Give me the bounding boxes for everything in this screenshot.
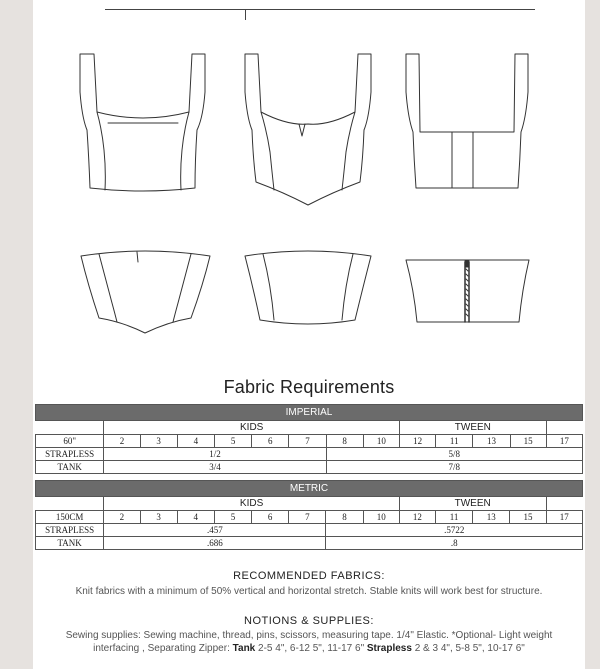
group-spacer bbox=[546, 421, 582, 435]
size-cell: 2 bbox=[104, 511, 140, 524]
tween-group-label: TWEEN bbox=[399, 497, 546, 511]
row-label: TANK bbox=[36, 537, 104, 550]
kids-group-label: KIDS bbox=[104, 421, 400, 435]
tank-front-sketch bbox=[80, 54, 205, 191]
size-cell: 17 bbox=[546, 511, 582, 524]
notions-title: NOTIONS & SUPPLIES: bbox=[244, 615, 374, 627]
size-cell: 15 bbox=[510, 511, 546, 524]
strapless-front-sketch bbox=[81, 251, 210, 333]
garment-sketches bbox=[33, 0, 585, 345]
table-row bbox=[36, 448, 583, 461]
tween-amount: 7/8 bbox=[326, 461, 582, 474]
fabric-requirements-title: Fabric Requirements bbox=[223, 377, 395, 397]
tween-amount: .8 bbox=[326, 537, 583, 550]
table-row bbox=[36, 524, 583, 537]
notions-text bbox=[47, 629, 571, 655]
notions-line-1: Sewing supplies: Sewing machine, thread, pins, scissors, measuring tape. 1/4" Elastic. *Optional- Light weight bbox=[65, 630, 553, 641]
row-label: STRAPLESS bbox=[36, 524, 104, 537]
tank-zipper-sizes: 2-5 4", 6-12 5", 11-17 6" bbox=[255, 643, 367, 654]
recommended-fabrics-title: RECOMMENDED FABRICS: bbox=[233, 570, 385, 582]
tank-label: Tank bbox=[232, 643, 256, 654]
size-cell: 7 bbox=[289, 435, 326, 448]
row-label: TANK bbox=[36, 461, 104, 474]
metric-size-row bbox=[36, 511, 583, 524]
size-cell: 8 bbox=[326, 511, 363, 524]
tank-back-sketch bbox=[406, 54, 528, 188]
kids-amount: 3/4 bbox=[104, 461, 326, 474]
table-row bbox=[36, 537, 583, 550]
size-cell: 10 bbox=[363, 511, 399, 524]
metric-table bbox=[35, 480, 583, 550]
kids-amount: .457 bbox=[104, 524, 326, 537]
notions-zipper-intro: interfacing , Separating Zipper: bbox=[93, 643, 233, 654]
size-cell: 12 bbox=[399, 511, 435, 524]
strapless-back-sketch bbox=[406, 260, 529, 322]
recommended-fabrics-text: Knit fabrics with a minimum of 50% vertical and horizontal stretch. Stable knits will work best for structure. bbox=[75, 586, 543, 597]
kids-amount: 1/2 bbox=[104, 448, 326, 461]
size-cell: 8 bbox=[326, 435, 363, 448]
notions-line-2 bbox=[47, 642, 571, 655]
size-cell: 10 bbox=[363, 435, 399, 448]
metric-header: METRIC bbox=[36, 481, 583, 497]
tween-amount: .5722 bbox=[326, 524, 583, 537]
size-cell: 17 bbox=[546, 435, 582, 448]
size-cell: 6 bbox=[252, 435, 289, 448]
tween-group-label: TWEEN bbox=[399, 421, 546, 435]
strapless-label: Strapless bbox=[366, 643, 412, 654]
width-label: 60" bbox=[36, 435, 104, 448]
size-cell: 5 bbox=[214, 435, 251, 448]
table-row bbox=[36, 461, 583, 474]
tween-amount: 5/8 bbox=[326, 448, 582, 461]
size-cell: 11 bbox=[435, 511, 472, 524]
kids-group-label: KIDS bbox=[104, 497, 399, 511]
size-cell: 15 bbox=[510, 435, 546, 448]
size-cell: 3 bbox=[140, 511, 177, 524]
size-cell: 2 bbox=[104, 435, 140, 448]
size-cell: 6 bbox=[252, 511, 289, 524]
imperial-header: IMPERIAL bbox=[36, 405, 583, 421]
imperial-table bbox=[35, 404, 583, 474]
size-cell: 3 bbox=[140, 435, 177, 448]
tank-sweetheart-sketch bbox=[245, 54, 371, 205]
size-cell: 4 bbox=[177, 435, 214, 448]
row-label: STRAPLESS bbox=[36, 448, 104, 461]
size-cell: 12 bbox=[399, 435, 435, 448]
group-spacer bbox=[546, 497, 582, 511]
strapless-zipper-sizes: 2 & 3 4", 5-8 5", 10-17 6" bbox=[411, 643, 525, 654]
size-cell: 5 bbox=[214, 511, 251, 524]
width-label: 150CM bbox=[36, 511, 104, 524]
pattern-page bbox=[33, 0, 585, 669]
kids-amount: .686 bbox=[104, 537, 326, 550]
group-spacer bbox=[36, 497, 104, 511]
group-spacer bbox=[36, 421, 104, 435]
size-cell: 4 bbox=[177, 511, 214, 524]
size-cell: 13 bbox=[473, 511, 510, 524]
size-cell: 13 bbox=[473, 435, 510, 448]
size-cell: 7 bbox=[289, 511, 326, 524]
imperial-size-row bbox=[36, 435, 583, 448]
size-cell: 11 bbox=[436, 435, 473, 448]
strapless-plain-sketch bbox=[245, 251, 371, 324]
